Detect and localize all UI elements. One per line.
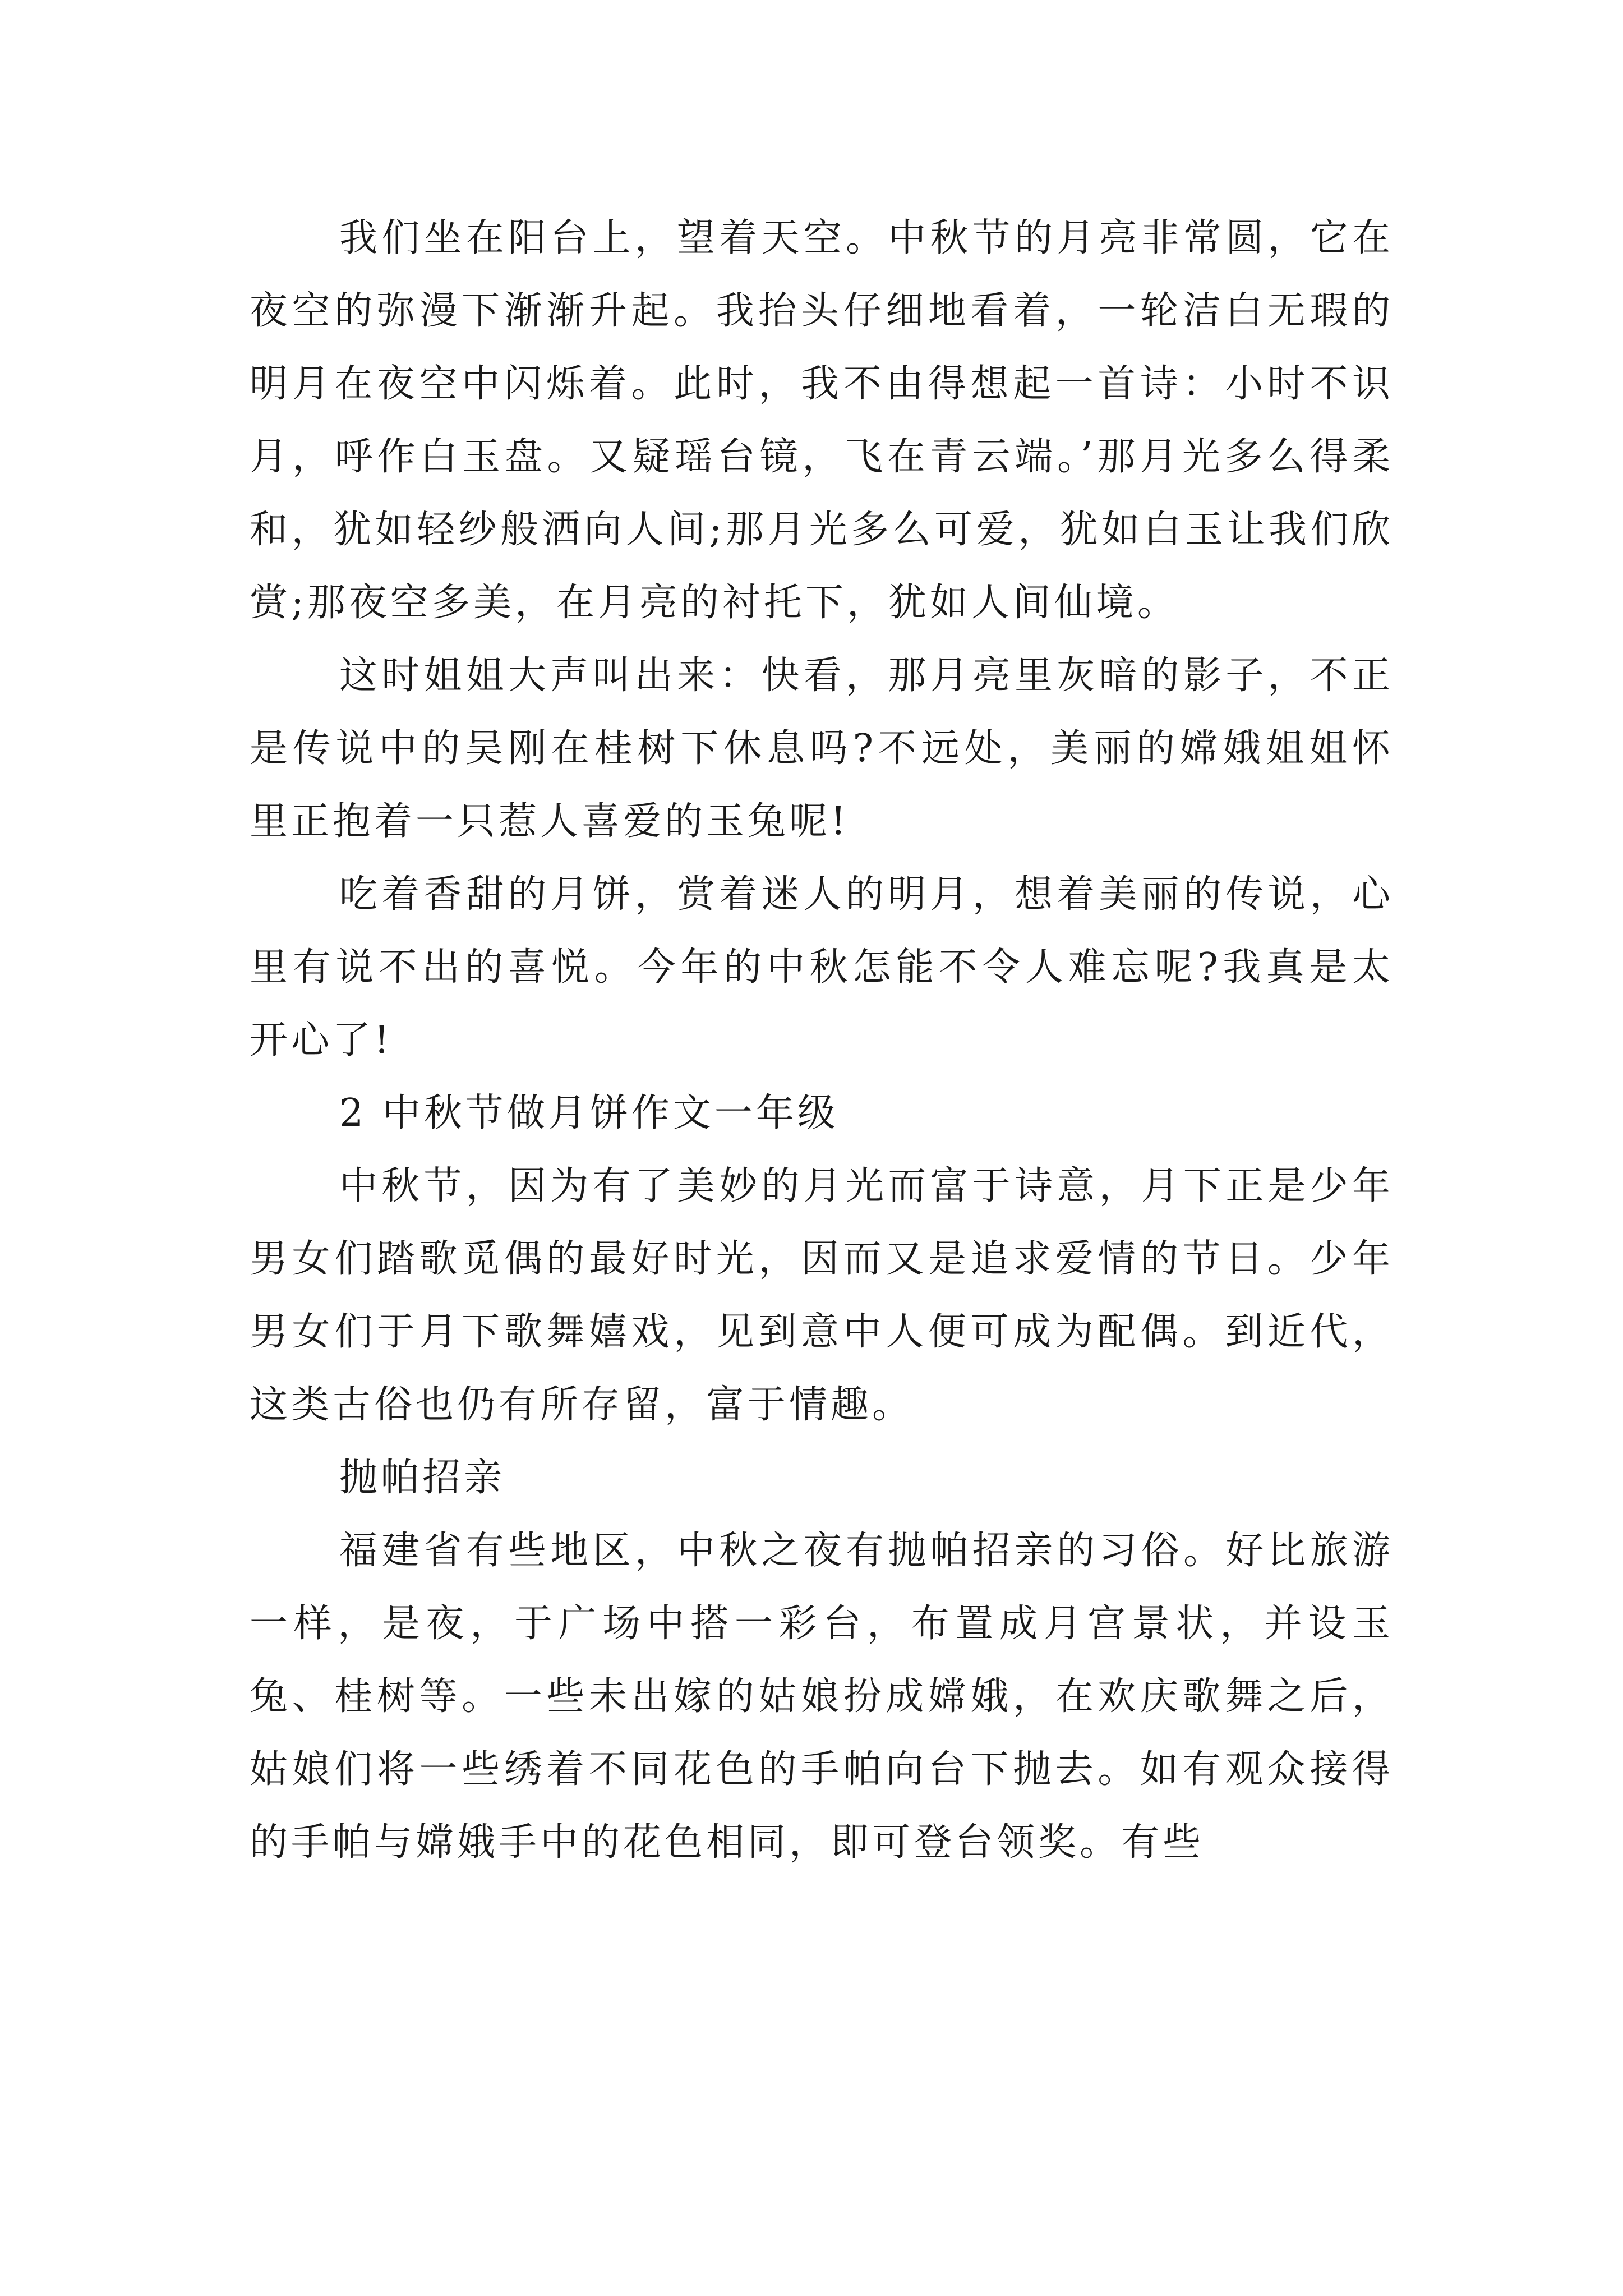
section-heading-essay: 2 中秋节做月饼作文一年级: [339, 1091, 839, 1135]
paragraph-sister-legend: 这时姐姐大声叫出来：快看，那月亮里灰暗的影子，不正是传说中的吴刚在桂树下休息吗?不远处，美丽的嫦娥姐姐怀里正抱着一只惹人喜爱的玉兔呢!: [250, 654, 1394, 844]
paragraph-mooncake-joy: 吃着香甜的月饼，赏着迷人的明月，想着美丽的传说，心里有说不出的喜悦。今年的中秋怎能不令人难忘呢?我真是太开心了!: [250, 872, 1394, 1062]
section-heading-custom: 抛帕招亲: [339, 1456, 506, 1500]
paragraph-moon-viewing: 我们坐在阳台上，望着天空。中秋节的月亮非常圆，它在夜空的弥漫下渐渐升起。我抬头仔细地看着，一轮洁白无瑕的明月在夜空中闪烁着。此时，我不由得想起一首诗：小时不识月，呼作白玉盘。又疑瑶台镜，飞在青云端。’那月光多么得柔和，犹如轻纱般洒向人间;那月光多么可爱，犹如白玉让我们欣赏;那夜空多美，在月亮的衬托下，犹如人间仙境。: [250, 216, 1394, 625]
paragraph-fujian-custom: 福建省有些地区，中秋之夜有抛帕招亲的习俗。好比旅游一样，是夜，于广场中搭一彩台，布置成月宫景状，并设玉兔、桂树等。一些未出嫁的姑娘扮成嫦娥，在欢庆歌舞之后，姑娘们将一些绣着不同花色的手帕向台下抛去。如有观众接得的手帕与嫦娥手中的花色相同，即可登台领奖。有些: [250, 1529, 1394, 1865]
paragraph-mid-autumn-romance: 中秋节，因为有了美妙的月光而富于诗意，月下正是少年男女们踏歌觅偶的最好时光，因而又是追求爱情的节日。少年男女们于月下歌舞嬉戏，见到意中人便可成为配偶。到近代，这类古俗也仍有所存留，富于情趣。: [250, 1164, 1394, 1427]
document-body: [250, 202, 1394, 1879]
